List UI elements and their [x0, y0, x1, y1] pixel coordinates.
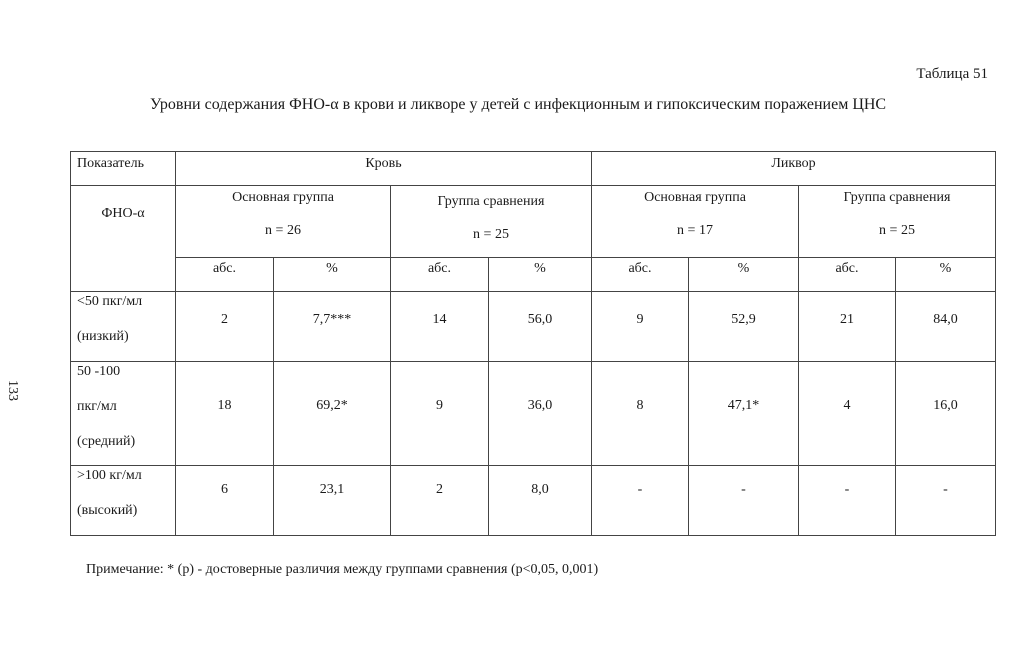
header-pct-2: % [489, 258, 592, 292]
cell: 47,1* [689, 362, 799, 466]
header-abs-2: абс. [391, 258, 489, 292]
table-row [71, 362, 996, 466]
row-label-line: пкг/мл [77, 398, 117, 414]
cell: 2 [176, 292, 274, 362]
header-blood-label: Кровь [365, 156, 402, 171]
cell: 21 [799, 292, 896, 362]
group-4-name: Группа сравнения [843, 190, 951, 205]
cell: 23,1 [274, 466, 391, 536]
row-label-line: (высокий) [77, 502, 138, 518]
header-pct-1: % [274, 258, 391, 292]
row-label-line: (низкий) [77, 328, 129, 344]
header-indicator-label: Показатель [77, 156, 144, 171]
group-4-n: n = 25 [879, 222, 915, 238]
header-indicator [71, 152, 176, 186]
table-number-label: Таблица 51 [916, 66, 988, 82]
header-liquor-label: Ликвор [771, 156, 816, 171]
cell: 84,0 [896, 292, 996, 362]
row-label [71, 466, 176, 536]
group-3-n: n = 17 [677, 222, 713, 238]
cell: 36,0 [489, 362, 592, 466]
row-label-line: >100 кг/мл [77, 468, 142, 483]
header-abs-3: абс. [592, 258, 689, 292]
row-label [71, 362, 176, 466]
cell: 56,0 [489, 292, 592, 362]
table-caption: Уровни содержания ФНО-α в крови и ликворе у детей с инфекционным и гипоксическим поражением ЦНС [150, 96, 887, 113]
cell: 4 [799, 362, 896, 466]
cell: 14 [391, 292, 489, 362]
group-2-n: n = 25 [473, 226, 509, 242]
footnote: Примечание: * (р) - достоверные различия между группами сравнения (р<0,05, 0,001) [86, 562, 599, 577]
cell: 7,7*** [274, 292, 391, 362]
cell: 69,2* [274, 362, 391, 466]
cell: - [592, 466, 689, 536]
cell: 8,0 [489, 466, 592, 536]
header-group-1 [176, 186, 391, 258]
row-label-line: 50 -100 [77, 364, 121, 379]
data-table [70, 151, 996, 536]
header-group-4 [799, 186, 996, 258]
cell: - [689, 466, 799, 536]
cell: 16,0 [896, 362, 996, 466]
header-indicator-sub [71, 186, 176, 292]
header-pct-4: % [896, 258, 996, 292]
cell: 6 [176, 466, 274, 536]
row-label-line: (средний) [77, 433, 136, 449]
header-indicator-sub-label: ФНО-α [101, 206, 145, 221]
cell: 9 [592, 292, 689, 362]
cell: 8 [592, 362, 689, 466]
cell: 2 [391, 466, 489, 536]
cell: 18 [176, 362, 274, 466]
header-blood [176, 152, 592, 186]
cell: - [799, 466, 896, 536]
header-abs-1: абс. [176, 258, 274, 292]
row-label-line: <50 пкг/мл [77, 294, 143, 309]
group-2-name: Группа сравнения [437, 194, 545, 209]
group-3-name: Основная группа [644, 190, 746, 205]
group-1-n: n = 26 [265, 222, 301, 238]
header-group-2 [391, 186, 592, 258]
table-row [71, 466, 996, 536]
group-1-name: Основная группа [232, 190, 334, 205]
header-liquor [592, 152, 996, 186]
header-abs-4: абс. [799, 258, 896, 292]
row-label [71, 292, 176, 362]
header-group-3 [592, 186, 799, 258]
cell: - [896, 466, 996, 536]
table-row [71, 292, 996, 362]
page-number: 133 [5, 380, 20, 401]
cell: 52,9 [689, 292, 799, 362]
header-pct-3: % [689, 258, 799, 292]
cell: 9 [391, 362, 489, 466]
